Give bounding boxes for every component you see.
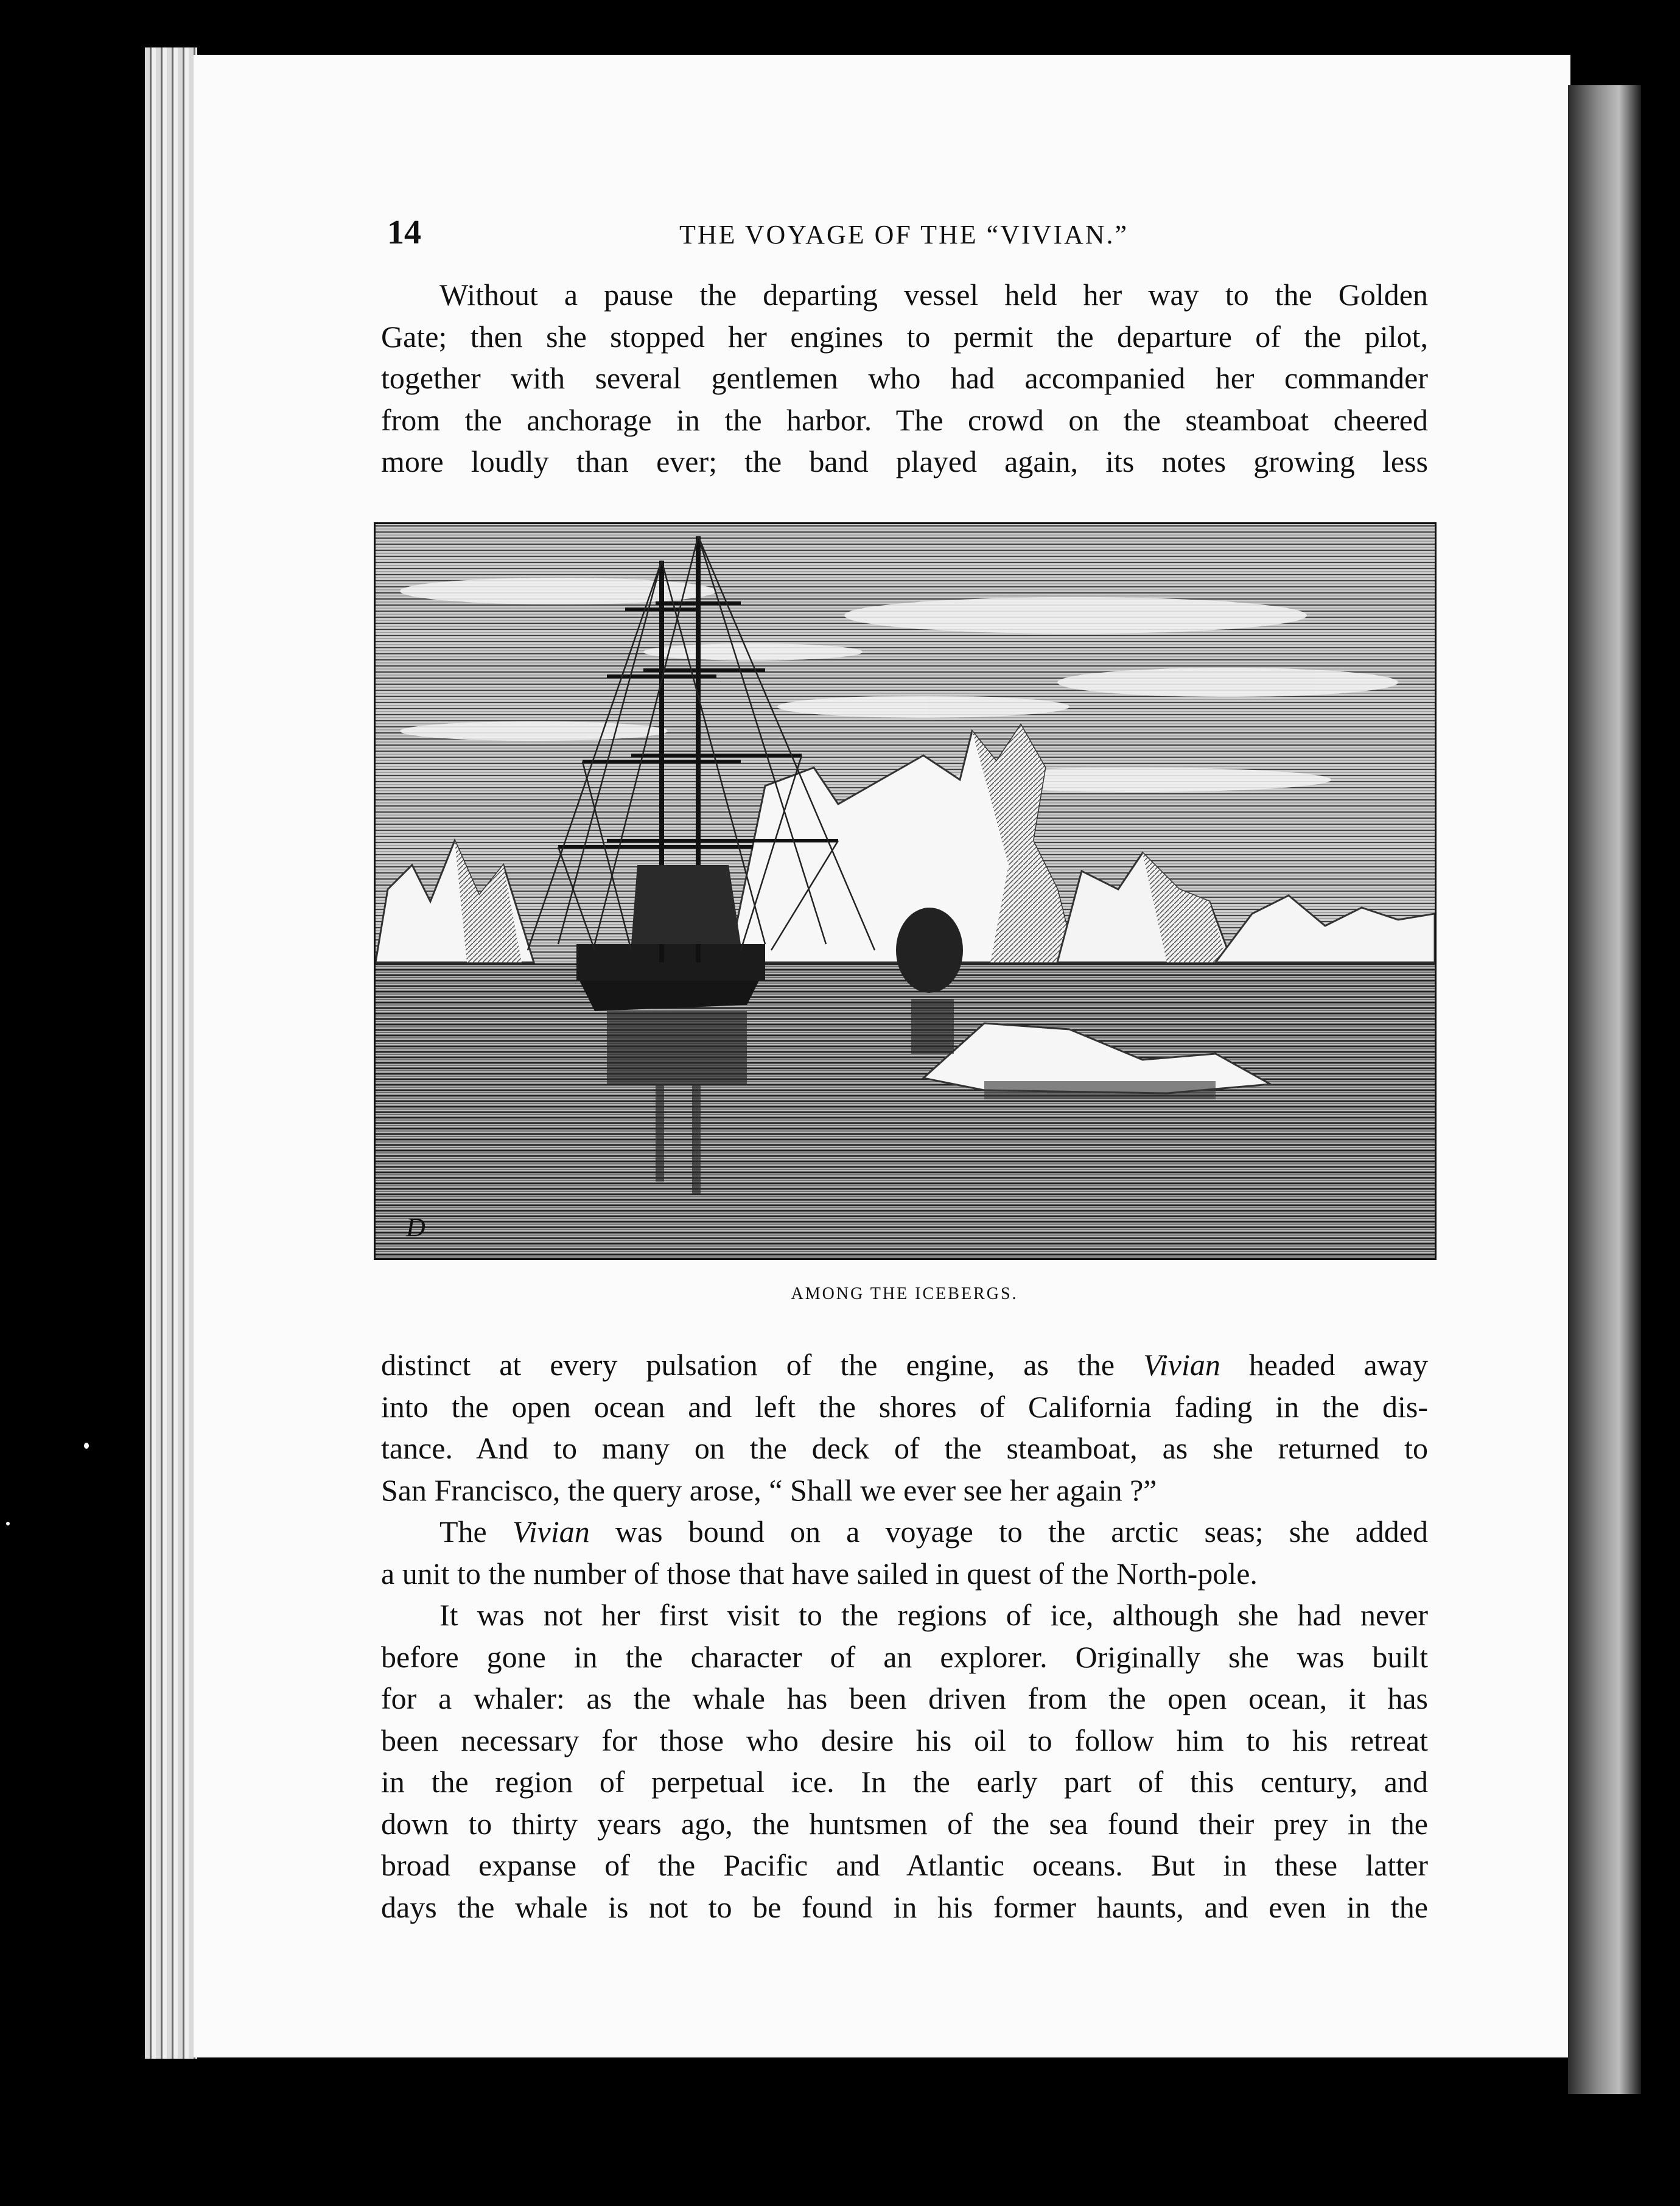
text-line: tance. And to many on the deck of the steamboat, as she returned to xyxy=(381,1431,1428,1465)
text-line: The Vivian was bound on a voyage to the arctic seas; she added xyxy=(439,1514,1429,1549)
text-line: San Francisco, the query arose, “ Shall we ever see her again ?” xyxy=(381,1472,1157,1507)
text-line: been necessary for those who desire his oil to follow him to his retreat xyxy=(381,1723,1428,1757)
text-line: distinct at every pulsation of the engine, as the Vivian headed away xyxy=(381,1348,1428,1382)
text-line: more loudly than ever; the band played again, its notes growing less xyxy=(381,444,1428,478)
scan-speck xyxy=(84,1443,89,1449)
text-line: a unit to the number of those that have sailed in quest of the North-pole. xyxy=(381,1556,1258,1591)
running-title: THE VOYAGE OF THE “VIVIAN.” xyxy=(679,220,1129,250)
scan-speck xyxy=(6,1522,10,1525)
illustration-caption: AMONG THE ICEBERGS. xyxy=(791,1284,1018,1303)
ship-name: Vivian xyxy=(1143,1348,1220,1382)
ship-name: Vivian xyxy=(512,1514,590,1549)
paragraph-top xyxy=(381,274,1428,483)
text-line: days the whale is not to be found in his former haunts, and even in the xyxy=(381,1889,1428,1924)
text-line: It was not her first visit to the regions of ice, although she had never xyxy=(439,1598,1428,1632)
page-number: 14 xyxy=(387,214,421,251)
text-line: before gone in the character of an explorer. Originally she was built xyxy=(381,1639,1428,1674)
page-edge-strips xyxy=(145,47,197,2059)
text-line: for a whaler: as the whale has been driven from the open ocean, it has xyxy=(381,1681,1428,1715)
text-line: Without a pause the departing vessel held her way to the Golden xyxy=(439,278,1428,312)
text-line: from the anchorage in the harbor. The crowd on the steamboat cheered xyxy=(381,402,1428,437)
facing-page-shadow xyxy=(1568,85,1641,2094)
paragraph-bottom xyxy=(381,1344,1428,1928)
artist-mark: D xyxy=(406,1213,425,1242)
text-line: in the region of perpetual ice. In the early part of this century, and xyxy=(381,1765,1428,1799)
text-line: Gate; then she stopped her engines to permit the departure of the pilot, xyxy=(381,319,1428,354)
engraving-artwork xyxy=(376,524,1435,1258)
text-line: broad expanse of the Pacific and Atlantic oceans. But in these latter xyxy=(381,1848,1428,1882)
engraving-among-the-icebergs xyxy=(374,522,1437,1260)
text-line: into the open ocean and left the shores of California fading in the dis- xyxy=(381,1389,1428,1424)
running-head xyxy=(387,213,1434,256)
text-line: down to thirty years ago, the huntsmen of the sea found their prey in the xyxy=(381,1806,1428,1841)
text-line: together with several gentlemen who had accompanied her commander xyxy=(381,361,1428,395)
sea xyxy=(376,962,1435,1258)
